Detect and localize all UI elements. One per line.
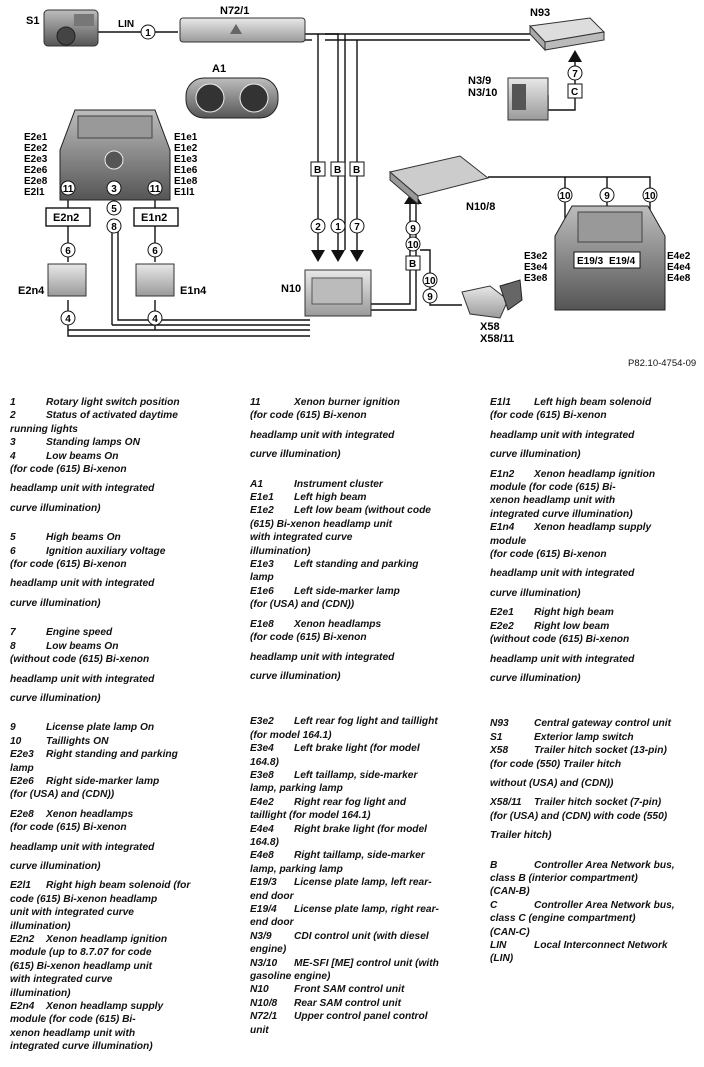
legend-entry bbox=[250, 1010, 482, 1023]
legend-value: Left rear fog light and taillight bbox=[294, 716, 438, 728]
svg-text:E2l1: E2l1 bbox=[24, 187, 45, 198]
svg-text:5: 5 bbox=[111, 204, 117, 215]
legend-value: Exterior lamp switch bbox=[534, 731, 634, 743]
legend-text: (for code (615) Bi-xenon bbox=[10, 464, 127, 476]
svg-text:9: 9 bbox=[410, 224, 416, 235]
legend-text: headlamp unit with integrated bbox=[490, 653, 635, 665]
legend-value: Trailer hitch socket (13-pin) bbox=[534, 745, 667, 757]
legend-key: 3 bbox=[10, 437, 16, 449]
legend-value: Left side-marker lamp bbox=[294, 585, 400, 597]
label-x58: X58 bbox=[480, 321, 500, 333]
legend-text: (LIN) bbox=[490, 953, 514, 965]
legend-value: Right high beam bbox=[534, 607, 614, 619]
legend-text: gasoline engine) bbox=[250, 971, 331, 983]
legend-value: Front SAM control unit bbox=[294, 984, 405, 996]
legend-value: CDI control unit (with diesel bbox=[294, 930, 429, 942]
legend-key: 4 bbox=[10, 450, 16, 462]
legend-value: Xenon headlamp ignition bbox=[534, 468, 656, 480]
legend-entry bbox=[250, 504, 482, 517]
legend-value: Low beams On bbox=[46, 450, 119, 462]
legend-value: Left low beam (without code bbox=[294, 505, 431, 517]
legend-entry bbox=[10, 409, 242, 422]
legend-entry bbox=[250, 796, 482, 809]
legend-value: Trailer hitch socket (7-pin) bbox=[534, 797, 662, 809]
svg-text:E1e1: E1e1 bbox=[174, 132, 198, 143]
label-x58-11: X58/11 bbox=[480, 333, 515, 345]
legend-entry bbox=[10, 626, 242, 639]
legend-text: (for code (615) Bi-xenon bbox=[250, 410, 367, 422]
legend-key: B bbox=[490, 859, 498, 871]
legend-entry bbox=[250, 558, 482, 571]
label-n3-9: N3/9 bbox=[468, 75, 492, 87]
a1-instrument-cluster-image bbox=[186, 78, 278, 118]
legend-key: 6 bbox=[10, 545, 16, 557]
legend-value: Xenon headlamps bbox=[294, 618, 382, 630]
legend-entry bbox=[250, 491, 482, 504]
e1n2-box bbox=[134, 208, 178, 226]
legend-key: 1 bbox=[10, 397, 16, 408]
legend-key: E2e8 bbox=[10, 808, 34, 820]
svg-text:10: 10 bbox=[424, 276, 436, 287]
legend-text: curve illumination) bbox=[10, 502, 101, 514]
legend-column-3 bbox=[490, 396, 700, 966]
legend-text: 164.8) bbox=[250, 756, 279, 768]
legend-text: module bbox=[490, 535, 527, 547]
legend-value: Rotary light switch position bbox=[46, 397, 180, 408]
legend-entry bbox=[250, 983, 482, 996]
legend-key: E2l1 bbox=[10, 880, 31, 892]
legend-value: Xenon headlamp ignition bbox=[46, 934, 168, 945]
legend-text: (615) Bi-xenon headlamp unit bbox=[10, 960, 153, 972]
svg-text:E2e6: E2e6 bbox=[24, 165, 48, 176]
legend-key: E2e3 bbox=[10, 749, 34, 761]
legend-entry bbox=[10, 748, 242, 761]
svg-text:4: 4 bbox=[65, 314, 71, 325]
legend-key: E19/4 bbox=[250, 904, 277, 915]
legend-text: engine) bbox=[250, 944, 287, 956]
legend-key: E1e6 bbox=[250, 585, 274, 597]
legend-key: E4e2 bbox=[250, 796, 274, 808]
legend-key: E4e8 bbox=[250, 850, 274, 862]
legend-value: Xenon headlamp supply bbox=[534, 522, 652, 534]
svg-text:E4e4: E4e4 bbox=[667, 262, 691, 273]
legend-key: E3e4 bbox=[250, 743, 274, 755]
legend-key: E1e2 bbox=[250, 505, 274, 517]
legend-value: Local Interconnect Network bbox=[534, 940, 668, 951]
legend-key: C bbox=[490, 899, 498, 911]
legend-text: unit bbox=[250, 1024, 269, 1036]
legend-value: Right taillamp, side-marker bbox=[294, 850, 425, 862]
legend-entry bbox=[10, 808, 242, 821]
legend-text: headlamp unit with integrated bbox=[10, 841, 155, 853]
legend-text: curve illumination) bbox=[250, 449, 341, 461]
legend-value: License plate lamp On bbox=[46, 722, 155, 734]
legend-key: E2n4 bbox=[10, 1001, 35, 1013]
svg-text:E3e4: E3e4 bbox=[524, 262, 548, 273]
n3-control-unit-image bbox=[508, 78, 548, 120]
label-e19-3: E19/3 bbox=[577, 256, 604, 267]
n72-1-panel-image bbox=[180, 18, 305, 42]
legend-key: 5 bbox=[10, 532, 16, 544]
legend-value: Ignition auxiliary voltage bbox=[46, 545, 166, 557]
legend-text: module (up to 8.7.07 for code bbox=[10, 947, 152, 959]
rear-left-lamp-labels bbox=[524, 251, 548, 284]
legend-value: Right rear fog light and bbox=[294, 796, 407, 808]
svg-text:E1e3: E1e3 bbox=[174, 154, 198, 165]
legend-text: curve illumination) bbox=[10, 692, 101, 704]
svg-text:E2e2: E2e2 bbox=[24, 143, 48, 154]
legend-text: (for code (615) Bi-xenon bbox=[490, 410, 607, 422]
svg-text:10: 10 bbox=[407, 240, 419, 251]
legend-text: (CAN-B) bbox=[490, 886, 530, 898]
svg-text:E1n2: E1n2 bbox=[141, 212, 168, 224]
svg-text:8: 8 bbox=[111, 222, 117, 233]
legend-entry bbox=[10, 545, 242, 558]
legend-entry bbox=[250, 396, 482, 409]
figure-reference: P82.10-4754-09 bbox=[628, 358, 697, 369]
svg-text:1: 1 bbox=[145, 28, 151, 39]
legend-entry bbox=[10, 450, 242, 463]
legend-entry bbox=[10, 735, 242, 748]
legend-entry bbox=[250, 997, 482, 1010]
svg-text:E1e6: E1e6 bbox=[174, 165, 198, 176]
legend-text: with integrated curve bbox=[10, 974, 113, 986]
legend-entry bbox=[250, 930, 482, 943]
legend-text: lamp, parking lamp bbox=[250, 863, 343, 875]
legend-text: (without code (615) Bi-xenon bbox=[490, 634, 630, 646]
label-n93: N93 bbox=[530, 7, 551, 19]
label-e19-4: E19/4 bbox=[609, 256, 636, 267]
legend-entry bbox=[250, 742, 482, 755]
legend-key: 7 bbox=[10, 627, 16, 639]
legend-entry bbox=[490, 620, 700, 633]
legend-text: class B (interior compartment) bbox=[490, 872, 638, 884]
legend-key: E1n2 bbox=[490, 468, 515, 480]
legend-value: Right low beam bbox=[534, 620, 610, 632]
legend-text: lamp bbox=[250, 572, 274, 584]
legend-text: integrated curve illumination) bbox=[490, 508, 633, 520]
legend-entry bbox=[250, 769, 482, 782]
legend-text: illumination) bbox=[250, 545, 311, 557]
legend-text: end door bbox=[250, 917, 294, 929]
legend-key: 11 bbox=[250, 397, 261, 408]
right-front-lamp-labels bbox=[174, 132, 198, 198]
n10-front-sam-image bbox=[305, 270, 371, 316]
legend-text: (for code (615) Bi-xenon bbox=[490, 549, 607, 561]
label-a1: A1 bbox=[212, 63, 227, 75]
legend-value: Instrument cluster bbox=[294, 478, 383, 490]
legend-value: Left high beam bbox=[294, 492, 367, 504]
legend-text: 164.8) bbox=[250, 836, 279, 848]
legend-entry bbox=[250, 849, 482, 862]
legend-key: E2n2 bbox=[10, 934, 35, 945]
legend-entry bbox=[10, 396, 242, 409]
legend-text: code (615) Bi-xenon headlamp bbox=[10, 893, 158, 905]
bus-c-box bbox=[568, 84, 582, 98]
legend-text: (for model 164.1) bbox=[250, 729, 332, 741]
legend-text: Trailer hitch) bbox=[490, 830, 552, 842]
legend-value: Left taillamp, side-marker bbox=[294, 769, 418, 781]
svg-text:11: 11 bbox=[149, 184, 161, 195]
n93-module-image bbox=[530, 18, 604, 50]
legend-text: (for code (615) Bi-xenon bbox=[10, 822, 127, 834]
legend-value: Xenon burner ignition bbox=[294, 397, 400, 408]
legend-key: E3e2 bbox=[250, 716, 274, 728]
legend-value: Taillights ON bbox=[46, 735, 109, 747]
label-e2n4: E2n4 bbox=[18, 285, 45, 297]
legend-text: without (USA) and (CDN)) bbox=[490, 777, 614, 789]
legend-value: License plate lamp, right rear- bbox=[294, 904, 439, 915]
svg-text:E3e8: E3e8 bbox=[524, 273, 548, 284]
legend-text: curve illumination) bbox=[250, 670, 341, 682]
svg-text:7: 7 bbox=[354, 222, 360, 233]
legend-entry bbox=[490, 731, 700, 744]
label-e1n4: E1n4 bbox=[180, 285, 207, 297]
legend-text: headlamp unit with integrated bbox=[490, 429, 635, 441]
legend-value: Rear SAM control unit bbox=[294, 997, 401, 1009]
wiring-diagram bbox=[0, 0, 704, 360]
legend-value: High beams On bbox=[46, 532, 121, 544]
left-front-lamp-labels bbox=[24, 132, 48, 198]
legend-entry bbox=[490, 606, 700, 619]
legend-value: Xenon headlamps bbox=[46, 808, 134, 820]
legend-column-1 bbox=[10, 396, 242, 1054]
svg-text:E2e8: E2e8 bbox=[24, 176, 48, 187]
legend-value: Engine speed bbox=[46, 627, 113, 639]
legend-entry bbox=[250, 823, 482, 836]
legend-value: License plate lamp, left rear- bbox=[294, 877, 432, 889]
legend-value: Standing lamps ON bbox=[46, 437, 140, 449]
e2n2-box bbox=[46, 208, 90, 226]
legend-value: Low beams On bbox=[46, 640, 119, 652]
legend-column-2 bbox=[250, 396, 482, 1037]
svg-text:6: 6 bbox=[65, 246, 71, 257]
legend-value: Upper control panel control bbox=[294, 1011, 428, 1023]
svg-text:E1e2: E1e2 bbox=[174, 143, 198, 154]
legend-key: E2e6 bbox=[10, 775, 34, 787]
legend-value: Right side-marker lamp bbox=[46, 775, 160, 787]
svg-text:1: 1 bbox=[335, 222, 341, 233]
legend-key: E19/3 bbox=[250, 877, 277, 889]
legend-entry bbox=[10, 933, 242, 946]
e1n4-module-image bbox=[136, 264, 174, 296]
legend-key: E1n4 bbox=[490, 522, 515, 534]
svg-text:E2e1: E2e1 bbox=[24, 132, 48, 143]
legend-entry bbox=[250, 618, 482, 631]
legend-value: Right standing and parking bbox=[46, 749, 178, 761]
legend-value: ME-SFI [ME] control unit (with bbox=[294, 957, 439, 969]
rear-right-lamp-labels bbox=[667, 251, 691, 284]
legend-value: Right high beam solenoid (for bbox=[46, 880, 191, 892]
legend-text: headlamp unit with integrated bbox=[10, 673, 155, 685]
legend-text: (for code (615) Bi-xenon bbox=[10, 559, 127, 571]
svg-text:E4e2: E4e2 bbox=[667, 251, 691, 262]
legend-text: (for (USA) and (CDN)) bbox=[250, 599, 355, 611]
legend-value: Central gateway control unit bbox=[534, 718, 671, 730]
svg-text:E1l1: E1l1 bbox=[174, 187, 195, 198]
legend-entry bbox=[490, 521, 700, 534]
legend-entry bbox=[490, 396, 700, 409]
legend-text: module (for code (615) Bi- bbox=[10, 1014, 136, 1026]
legend-text: headlamp unit with integrated bbox=[490, 568, 635, 580]
label-n72-1: N72/1 bbox=[220, 5, 250, 17]
legend-key: N3/9 bbox=[250, 930, 272, 942]
s1-switch-image bbox=[44, 10, 98, 46]
legend-text: (CAN-C) bbox=[490, 926, 530, 938]
legend-text: illumination) bbox=[10, 987, 71, 999]
legend-text: (615) Bi-xenon headlamp unit bbox=[250, 518, 393, 530]
legend-text: (for (USA) and (CDN) with code (550) bbox=[490, 810, 668, 822]
legend-text: (for code (615) Bi-xenon bbox=[250, 632, 367, 644]
svg-text:2: 2 bbox=[315, 222, 321, 233]
legend-key: S1 bbox=[490, 731, 503, 743]
legend-key: E2e2 bbox=[490, 620, 514, 632]
legend-value: Status of activated daytime bbox=[46, 410, 178, 422]
svg-text:C: C bbox=[571, 87, 579, 98]
legend-text: curve illumination) bbox=[10, 597, 101, 609]
legend-entry bbox=[10, 775, 242, 788]
legend-key: E1e3 bbox=[250, 559, 274, 571]
legend-entry bbox=[10, 640, 242, 653]
legend-text: running lights bbox=[10, 423, 78, 435]
legend-value: Left high beam solenoid bbox=[534, 397, 652, 408]
legend-key: E4e4 bbox=[250, 823, 274, 835]
label-s1: S1 bbox=[26, 15, 40, 27]
svg-text:B: B bbox=[409, 259, 417, 270]
legend-entry bbox=[490, 717, 700, 730]
legend-text: headlamp unit with integrated bbox=[10, 578, 155, 590]
svg-text:B: B bbox=[314, 165, 322, 176]
label-lin: LIN bbox=[118, 19, 135, 30]
svg-text:9: 9 bbox=[604, 191, 610, 202]
legend-key: 10 bbox=[10, 735, 22, 747]
legend-text: (without code (615) Bi-xenon bbox=[10, 654, 150, 666]
legend-key: A1 bbox=[250, 478, 264, 490]
legend-text: taillight (for model 164.1) bbox=[250, 810, 371, 822]
legend-key: N10 bbox=[250, 984, 269, 996]
legend-entry bbox=[10, 531, 242, 544]
svg-text:E1e8: E1e8 bbox=[174, 176, 198, 187]
legend-entry bbox=[250, 478, 482, 491]
legend-text: integrated curve illumination) bbox=[10, 1041, 153, 1053]
n10-8-rear-sam-image bbox=[390, 156, 488, 204]
legend-key: 9 bbox=[10, 722, 16, 734]
svg-text:10: 10 bbox=[644, 191, 656, 202]
legend-entry bbox=[250, 585, 482, 598]
legend-entry bbox=[250, 876, 482, 889]
legend-entry bbox=[490, 939, 700, 952]
legend-entry bbox=[490, 744, 700, 757]
legend-entry bbox=[10, 1000, 242, 1013]
legend-text: curve illumination) bbox=[10, 860, 101, 872]
svg-text:3: 3 bbox=[111, 184, 117, 195]
legend-text: illumination) bbox=[10, 920, 71, 932]
legend-text: curve illumination) bbox=[490, 449, 581, 461]
legend-text: xenon headlamp unit with bbox=[10, 1027, 136, 1039]
legend-text: headlamp unit with integrated bbox=[250, 429, 395, 441]
svg-text:6: 6 bbox=[152, 246, 158, 257]
legend-entry bbox=[250, 903, 482, 916]
legend-entry bbox=[490, 796, 700, 809]
e2n4-module-image bbox=[48, 264, 86, 296]
legend-text: (for code (550) Trailer hitch bbox=[490, 758, 622, 770]
legend-text: class C (engine compartment) bbox=[490, 913, 636, 925]
svg-text:7: 7 bbox=[572, 69, 578, 80]
legend-entry bbox=[250, 957, 482, 970]
legend-key: N93 bbox=[490, 718, 509, 730]
legend-key: 2 bbox=[10, 410, 16, 422]
legend-key: E1l1 bbox=[490, 397, 511, 408]
svg-text:E4e8: E4e8 bbox=[667, 273, 691, 284]
legend-value: Right brake light (for model bbox=[294, 823, 428, 835]
legend-text: lamp bbox=[10, 762, 34, 774]
legend-key: X58 bbox=[490, 745, 509, 757]
legend-key: LIN bbox=[490, 940, 507, 951]
legend-entry bbox=[10, 436, 242, 449]
legend-key: E1e1 bbox=[250, 492, 274, 504]
legend-key: E2e1 bbox=[490, 607, 514, 619]
legend-text: unit with integrated curve bbox=[10, 907, 134, 919]
legend-value: Xenon headlamp supply bbox=[46, 1001, 164, 1013]
legend-value: Left brake light (for model bbox=[294, 743, 420, 755]
svg-text:E3e2: E3e2 bbox=[524, 251, 548, 262]
legend-entry bbox=[10, 879, 242, 892]
legend-text: curve illumination) bbox=[490, 672, 581, 684]
svg-text:9: 9 bbox=[427, 292, 433, 303]
x58-trailer-socket-image bbox=[462, 280, 522, 318]
legend-value: Controller Area Network bus, bbox=[534, 859, 675, 871]
legend-entry bbox=[490, 859, 700, 872]
svg-text:10: 10 bbox=[559, 191, 571, 202]
legend-text: module (for code (615) Bi- bbox=[490, 482, 616, 494]
label-n3-10: N3/10 bbox=[468, 87, 498, 99]
legend-text: lamp, parking lamp bbox=[250, 783, 343, 795]
svg-text:E2n2: E2n2 bbox=[53, 212, 80, 224]
legend-text: headlamp unit with integrated bbox=[10, 483, 155, 495]
legend-key: E1e8 bbox=[250, 618, 274, 630]
legend-key: N3/10 bbox=[250, 957, 278, 969]
legend-entry bbox=[490, 899, 700, 912]
legend-key: N10/8 bbox=[250, 997, 278, 1009]
svg-text:B: B bbox=[334, 165, 342, 176]
legend-entry bbox=[10, 721, 242, 734]
legend-text: headlamp unit with integrated bbox=[250, 651, 395, 663]
svg-text:4: 4 bbox=[152, 314, 158, 325]
legend-text: end door bbox=[250, 890, 294, 902]
legend-key: N72/1 bbox=[250, 1011, 278, 1023]
label-n10-8: N10/8 bbox=[466, 201, 496, 213]
legend-key: E3e8 bbox=[250, 769, 274, 781]
svg-text:11: 11 bbox=[62, 184, 74, 195]
legend-key: 8 bbox=[10, 640, 16, 652]
legend-text: (for (USA) and (CDN)) bbox=[10, 789, 115, 801]
legend-value: Left standing and parking bbox=[294, 559, 419, 571]
svg-text:B: B bbox=[353, 165, 361, 176]
legend-entry bbox=[250, 715, 482, 728]
legend-value: Controller Area Network bus, bbox=[534, 899, 675, 911]
legend-text: xenon headlamp unit with bbox=[490, 495, 616, 507]
legend-key: X58/11 bbox=[490, 797, 522, 809]
legend-entry bbox=[490, 468, 700, 481]
svg-text:E2e3: E2e3 bbox=[24, 154, 48, 165]
label-n10: N10 bbox=[281, 283, 302, 295]
legend-text: curve illumination) bbox=[490, 587, 581, 599]
legend-text: with integrated curve bbox=[250, 532, 353, 544]
